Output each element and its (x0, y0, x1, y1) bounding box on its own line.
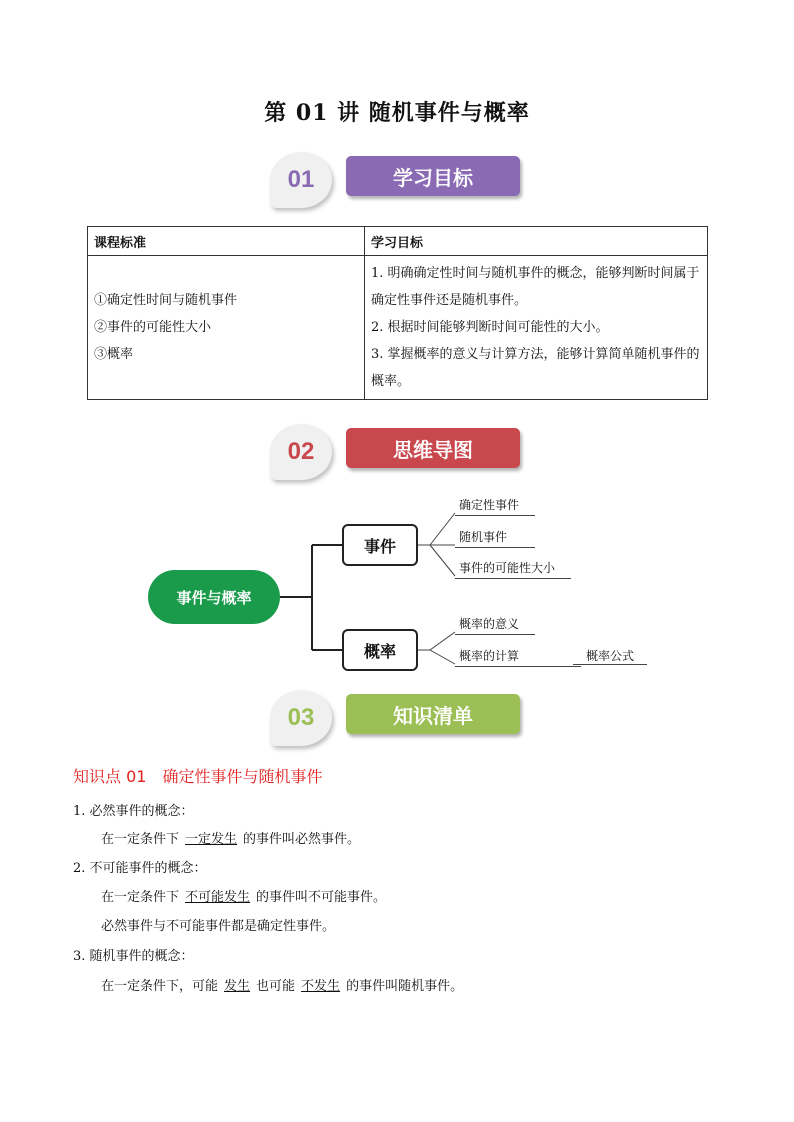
mindmap-branch-probability: 概率 (342, 629, 418, 671)
mindmap-leaf: 事件的可能性大小 (455, 559, 571, 579)
item-body (101, 886, 386, 905)
knowledge-point-title (73, 764, 322, 787)
knowledge-point-number: 知识点 01 (73, 767, 147, 786)
fill-blank: 不可能发生 (185, 890, 251, 905)
standard-item: ②事件的可能性大小 (94, 320, 212, 335)
mindmap-root: 事件与概率 (148, 570, 280, 624)
mindmap-leaf: 随机事件 (455, 528, 535, 548)
mindmap-subleaf: 概率公式 (586, 649, 635, 663)
text: 的事件叫不可能事件。 (256, 890, 387, 905)
item-body (101, 828, 360, 847)
text: 在一定条件下，可能 (101, 979, 219, 994)
objective-item: 3. 掌握概率的意义与计算方法，能够计算简单随机事件的概率。 (371, 347, 700, 389)
page-title: 第 01 讲 随机事件与概率 (264, 100, 530, 126)
section-label: 思维导图 (346, 428, 520, 468)
section-label: 知识清单 (346, 694, 520, 734)
text: 的事件叫随机事件。 (346, 979, 464, 994)
section-number: 03 (270, 690, 332, 746)
fill-blank: 不发生 (301, 979, 341, 994)
section-label: 学习目标 (346, 156, 520, 196)
text: 在一定条件下 (101, 832, 180, 847)
table-header-objective: 学习目标 (365, 227, 708, 256)
fill-blank: 一定发生 (185, 832, 238, 847)
knowledge-point-text: 确定性事件与随机事件 (162, 767, 323, 786)
section-banner-knowledge (270, 690, 530, 746)
standard-item: ①确定性时间与随机事件 (94, 293, 238, 308)
item-body (101, 975, 463, 994)
text: 也可能 (256, 979, 296, 994)
standard-item: ③概率 (94, 347, 134, 362)
section-number: 02 (270, 424, 332, 480)
mindmap-leaf: 概率的意义 (455, 615, 535, 635)
item-heading: 1. 必然事件的概念： (73, 804, 194, 819)
section-number: 01 (270, 152, 332, 208)
text: 在一定条件下 (101, 890, 180, 905)
text: 的事件叫必然事件。 (243, 832, 361, 847)
item-note: 必然事件与不可能事件都是确定性事件。 (101, 919, 336, 934)
fill-blank: 发生 (224, 979, 251, 994)
mindmap-leaf: 确定性事件 (455, 496, 535, 516)
objective-item: 2. 根据时间能够判断时间可能性的大小。 (371, 320, 609, 335)
objective-item: 1. 明确确定性时间与随机事件的概念，能够判断时间属于确定性事件还是随机事件。 (371, 266, 700, 308)
mindmap-subleaf-line (573, 664, 647, 665)
mindmap-leaf: 概率的计算 (455, 647, 581, 667)
item-heading: 2. 不可能事件的概念： (73, 861, 207, 876)
mindmap-branch-event: 事件 (342, 524, 418, 566)
item-heading: 3. 随机事件的概念： (73, 949, 194, 964)
table-header-standard: 课程标准 (88, 227, 365, 256)
